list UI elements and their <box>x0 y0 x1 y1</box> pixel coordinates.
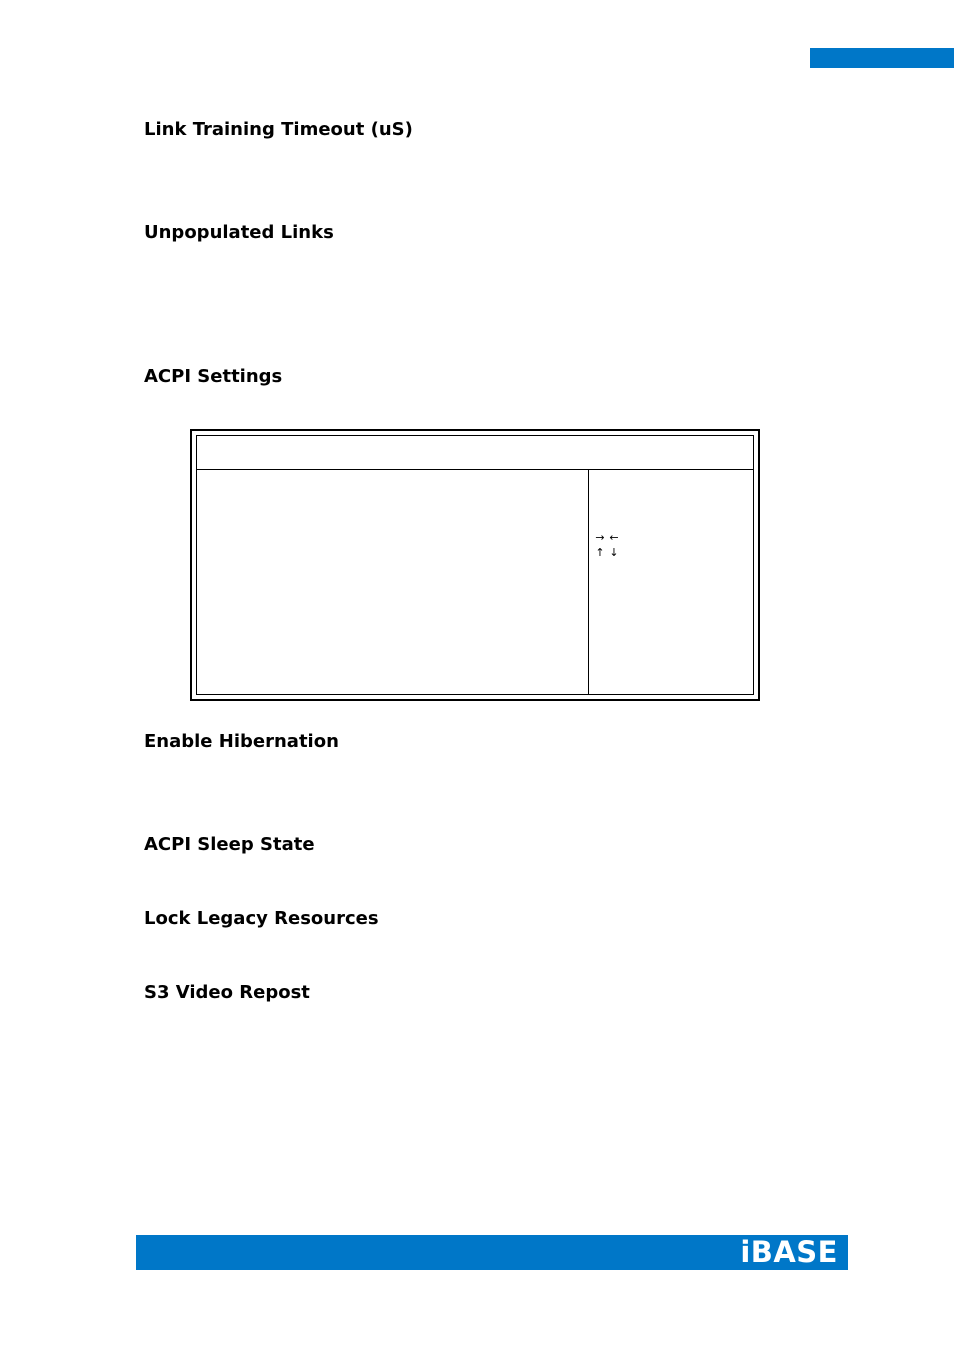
heading-unpopulated-links: Unpopulated Links <box>144 222 334 243</box>
bios-screenshot-frame <box>190 429 760 701</box>
bios-header-bar <box>197 436 753 470</box>
heading-acpi-sleep-state: ACPI Sleep State <box>144 834 315 855</box>
footer-bar <box>136 1235 848 1270</box>
heading-link-training-timeout: Link Training Timeout (uS) <box>144 119 413 140</box>
heading-lock-legacy-resources: Lock Legacy Resources <box>144 908 379 929</box>
arrow-left-icon: ← <box>609 531 619 544</box>
arrow-up-icon: ↑ <box>595 546 605 559</box>
bios-screen <box>196 435 754 695</box>
heading-s3-video-repost: S3 Video Repost <box>144 982 310 1003</box>
ibase-logo: iBASE <box>740 1235 838 1269</box>
arrow-right-icon: → <box>595 531 605 544</box>
bios-help-divider <box>588 470 589 694</box>
bios-nav-keys <box>593 530 621 560</box>
arrow-down-icon: ↓ <box>609 546 619 559</box>
heading-enable-hibernation: Enable Hibernation <box>144 731 339 752</box>
heading-acpi-settings: ACPI Settings <box>144 366 283 387</box>
header-accent-bar <box>810 48 954 68</box>
